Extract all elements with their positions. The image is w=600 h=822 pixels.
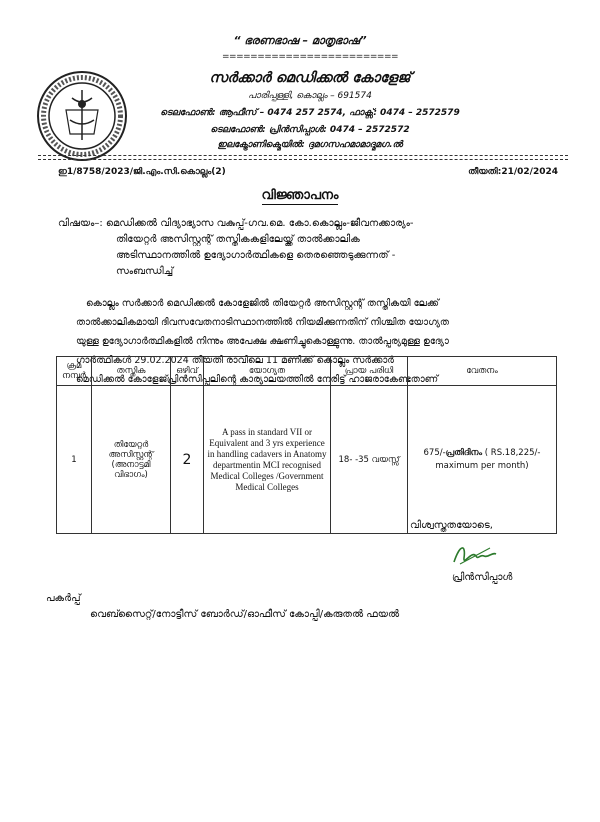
copy-label: പകർപ്പ് [46,593,81,604]
page-title: വിജ്ഞാപനം [261,188,339,203]
col-post: തസ്തിക [92,357,171,386]
signer-title: പ്രിൻസിപ്പാൾ [452,572,513,583]
motto: “ ഭരണഭാഷ – മാതൃഭാഷ” [233,34,367,47]
office-phone: ടെലഫോൺ: ആഫീസ് – 0474 257 2574, ഫാക്സ്: 0474 – 2572579 [160,108,460,118]
notice-body: കൊല്ലം സർക്കാർ മെഡിക്കൽ കോളേജിൽ തിയേറ്റർ അസിസ്റ്റന്റ് തസ്തികയി ലേക്ക് താൽക്കാലികമായി ദിവസവേതനാടിസ്ഥാനത്തിൽ നിയമിക്കുന്നതിന് നിശ്ചിത യോഗ്യത യുള്ള ഉദ്യോഗാർത്ഥികളിൽ നിന്നും അപേക്ഷ ക്ഷണിച്ചുകൊള്ളുന്നു. താൽപ്പര്യമുള്ള ഉദ്യോ ഗാർത്ഥികൾ 29.02.2024 തീയതി രാവിലെ 11 മണിക്ക് കൊല്ലം സർക്കാർ മെഡിക്കൽ കോളേജ്പ്രിൻസിപ്പലിന്റെ കാര്യാലയത്തിൽ നേരിട്ട് ഹാജരാകേണ്ടതാണ് [76,298,449,385]
subject: വിഷയം–: മെഡിക്കൽ വിദ്യാഭ്യാസ വകുപ്പ്-ഗവ.മെ. കോ.കൊല്ലം-ജീവനക്കാര്യം- തിയേറ്റർ അസിസ്റ്റന്റ് തസ്തികകളിലേയ്ക്ക് താൽക്കാലിക അടിസ്ഥാനത്തിൽ ഉദ്യോഗാർത്ഥികളെ തെരഞ്ഞെടുക്കുന്നത് - സംബന്ധിച്ച് [58,218,414,277]
table-row [57,386,557,534]
reference-row [58,167,578,177]
motto-rule: ========================= [222,52,399,62]
vacancy-table [56,356,557,534]
header-rule-top [38,155,568,156]
college-seal-icon [36,70,128,162]
email: ഇലക്ട്രോണിക്മെയിൽ: ദ്ദമഗസഹമാമാദ്മമഗ.ൽ [217,140,403,150]
cell-vacancy: 2 [171,386,204,534]
cell-salary: 675/-പ്രതിദിനം ( RS.18,225/- maximum per month) [408,386,557,534]
cell-age: 18- -35 വയസ്സ് [331,386,408,534]
col-qualification: യോഗ്യത [204,357,331,386]
col-sl: ക്രമ നമ്പർ [57,357,92,386]
signature-icon [450,540,500,570]
header-rule-bottom [38,159,568,160]
col-vacancy: ഒഴിവ് [171,357,204,386]
institution-name: സർക്കാർ മെഡിക്കൽ കോളേജ് [209,70,411,86]
col-salary: വേതനം [408,357,557,386]
table-header-row [57,357,557,386]
cell-qualification: A pass in standard VII or Equivalent and 3 yrs experience in handling cadavers in Anatomy departmentin MCI recognised Medical Colleges /Government Medical Colleges [204,386,331,534]
copy-recipients: വെബ്സൈറ്റ്/നോട്ടീസ് ബോർഡ്/ഓഫീസ് കോപ്പി/കരുതൽ ഫയൽ [90,609,400,620]
reference-number: ഇ1/8758/2023/ജി.എം.സി.കൊല്ലം(2) [58,167,226,177]
principal-phone: ടെലഫോൺ: പ്രിൻസിപ്പാൾ: 0474 – 2572572 [210,125,410,135]
cell-sl: 1 [57,386,92,534]
closing: വിശ്വസ്തതയോടെ, [410,520,493,531]
cell-post: തിയേറ്റർ അസിസ്റ്റന്റ് (അനാട്ടമി വിഭാഗം) [92,386,171,534]
reference-date: തീയതി:21/02/2024 [468,167,558,177]
address: പാരിപ്പള്ളി, കൊല്ലം – 691574 [248,91,372,101]
col-age: പ്രായ പരിധി [331,357,408,386]
